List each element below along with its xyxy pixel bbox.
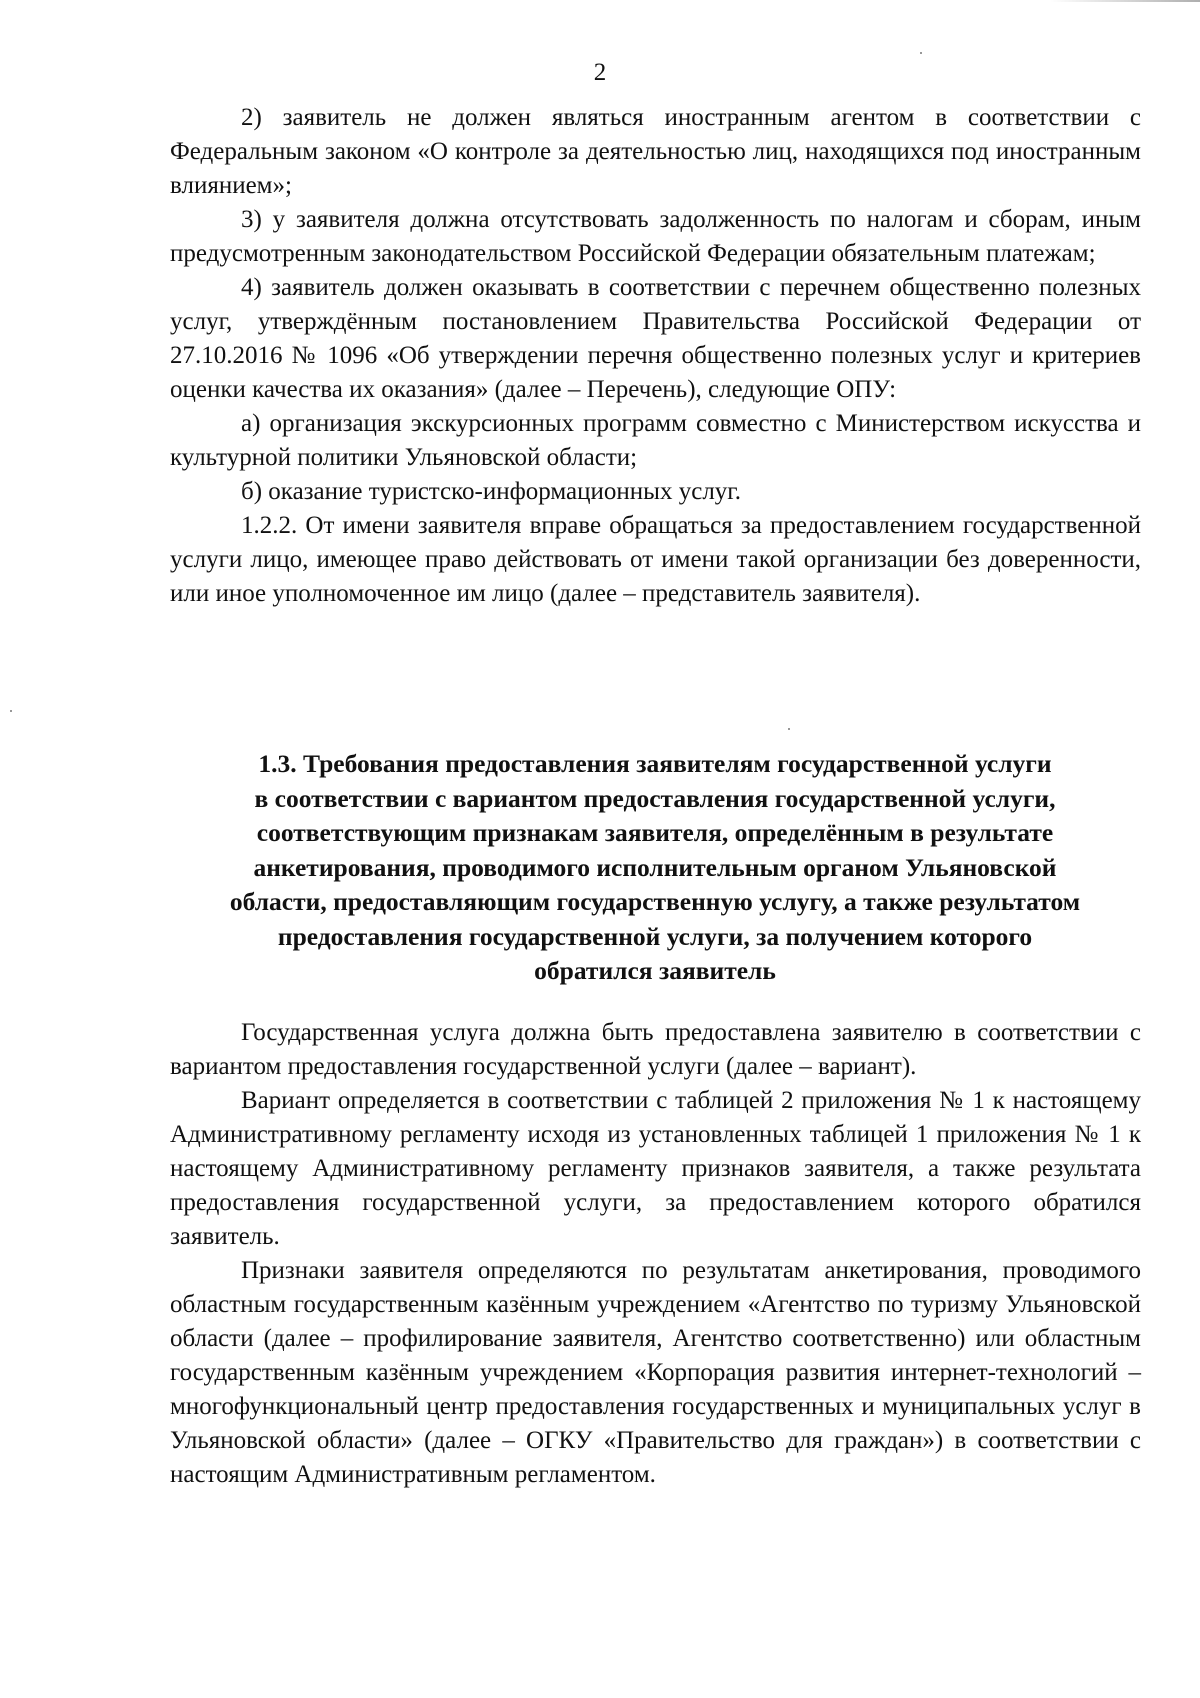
- text-block-before-heading: [170, 101, 1141, 611]
- heading-line: предоставления государственной услуги, за получением которого: [277, 921, 1033, 951]
- text-block-after-heading: [170, 1016, 1141, 1492]
- paragraph: Государственная услуга должна быть предоставлена заявителю в соответствии с вариантом предоставления государственной услуги (далее – вариант).: [170, 1019, 1141, 1080]
- heading-line: соответствующим признакам заявителя, определённым в результате: [256, 818, 1054, 847]
- heading-line: в соответствии с вариантом предоставления государственной услуги,: [254, 783, 1056, 813]
- page-number: 2: [593, 59, 607, 86]
- section-heading: [160, 747, 1150, 989]
- heading-line: анкетирования, проводимого исполнительным органом Ульяновской: [253, 852, 1057, 882]
- paragraph: 3) у заявителя должна отсутствовать задолженность по налогам и сборам, иным предусмотренным законодательством Российской Федерации обязательным платежам;: [170, 206, 1141, 267]
- scan-speck: [788, 728, 790, 730]
- paragraph: 1.2.2. От имени заявителя вправе обращаться за предоставлением государственной услуги лицо, имеющее право действовать от имени такой организации без доверенности, или иное уполномоченное им лицо (далее – представитель заявителя).: [170, 512, 1141, 607]
- scan-edge-line: [1050, 0, 1200, 2]
- paragraph: б) оказание туристско-информационных услуг.: [241, 478, 741, 505]
- scan-speck: [10, 710, 12, 712]
- heading-line: области, предоставляющим государственную услугу, а также результатом: [229, 887, 1081, 916]
- paragraph: а) организация экскурсионных программ совместно с Министерством искусства и культурной политики Ульяновской области;: [170, 410, 1141, 471]
- heading-line: 1.3. Требования предоставления заявителям государственной услуги: [258, 749, 1052, 778]
- paragraph: Вариант определяется в соответствии с таблицей 2 приложения № 1 к настоящему Административному регламенту исходя из установленных таблицей 1 приложения № 1 к настоящему Административному регламенту признаков заявителя, а также результата предоставления государственной услуги, за предоставлением которого обратился заявитель.: [170, 1087, 1141, 1250]
- paragraph: Признаки заявителя определяются по результатам анкетирования, проводимого областным государственным казённым учреждением «Агентство по туризму Ульяновской области (далее – профилирование заявителя, Агентство соответственно) или областным государственным казённым учреждением «Корпорация развития интернет-технологий – многофункциональный центр предоставления государственных и муниципальных услуг в Ульяновской области» (далее – ОГКУ «Правительство для граждан») в соответствии с настоящим Административным регламентом.: [170, 1257, 1141, 1488]
- scan-speck: [920, 52, 922, 54]
- heading-line: обратился заявитель: [534, 956, 776, 985]
- paragraph: 4) заявитель должен оказывать в соответствии с перечнем общественно полезных услуг, утверждённым постановлением Правительства Российской Федерации от 27.10.2016 № 1096 «Об утверждении перечня общественно полезных услуг и критериев оценки качества их оказания» (далее – Перечень), следующие ОПУ:: [170, 274, 1141, 403]
- paragraph: 2) заявитель не должен являться иностранным агентом в соответствии с Федеральным законом «О контроле за деятельностью лиц, находящихся под иностранным влиянием»;: [170, 104, 1141, 199]
